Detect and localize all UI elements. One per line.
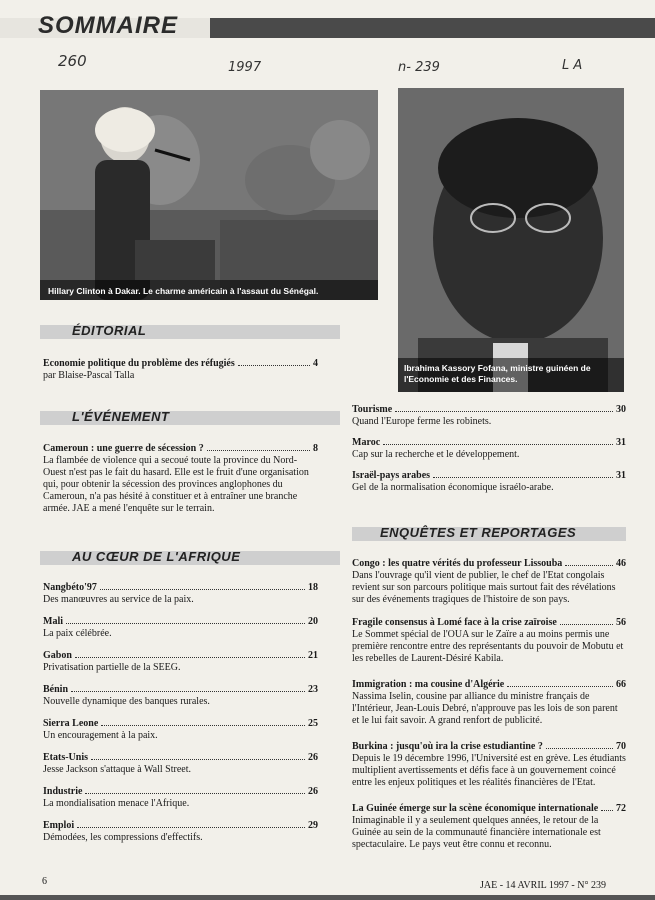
photo-fofana [398, 88, 624, 392]
toc-entry[interactable] [352, 470, 626, 503]
handwritten-number: 260 [58, 52, 87, 70]
toc-entry-page: 46 [616, 558, 626, 569]
handwritten-tag: L A [562, 58, 583, 73]
toc-entry-title: Nangbéto'97 [43, 582, 97, 593]
toc-entry-title: Industrie [43, 786, 83, 797]
photo-hillary-clinton-image [40, 90, 378, 300]
toc-entry-page: 72 [616, 803, 626, 814]
toc-entry-title: Mali [43, 616, 63, 627]
toc-entry-title: Israël-pays arabes [352, 470, 431, 481]
toc-entry-desc: Nassima Iselin, cousine par alliance du ministre français de l'Intérieur, Jean-Louis Debré, n'approuve pas les lois de son parent et le lui fait savoir. A grand renfort de publicité. [352, 691, 618, 726]
toc-entry-desc: Jesse Jackson s'attaque à Wall Street. [43, 764, 191, 775]
section-title-afrique: AU CŒUR DE L'AFRIQUE [72, 549, 241, 564]
toc-entry-title: Maroc [352, 437, 381, 448]
page-number: 6 [42, 876, 47, 887]
toc-entry-desc: Démodées, les compressions d'effectifs. [43, 832, 203, 843]
toc-entry-page: 18 [308, 582, 318, 593]
toc-entry-desc: La flambée de violence qui a secoué toute la province du Nord-Ouest n'est pas le fait du hasard. Elle est le fruit d'une organisation qui, pour obtenir la sécession des provinces anglophones du Cameroun, n'a pas hésité à constituer et à entraîner une branche armée. JAE a mené l'enquête sur le terrain. [43, 455, 309, 514]
toc-entry[interactable] [352, 558, 626, 617]
toc-entry-page: 56 [616, 617, 626, 628]
toc-entry-page: 25 [308, 718, 318, 729]
toc-entry[interactable] [43, 752, 318, 786]
toc-entry[interactable] [43, 684, 318, 718]
toc-entry-desc: Un encouragement à la paix. [43, 730, 158, 741]
toc-entry-page: 30 [616, 404, 626, 415]
toc-entry[interactable] [352, 679, 626, 741]
toc-entry-title: Bénin [43, 684, 69, 695]
toc-entry[interactable] [43, 582, 318, 616]
toc-entry[interactable] [43, 786, 318, 820]
toc-entry-title: Cameroun : une guerre de sécession ? [43, 443, 204, 454]
toc-entry[interactable] [352, 437, 626, 470]
photo-left-caption: Hillary Clinton à Dakar. Le charme américain à l'assaut du Sénégal. [48, 286, 319, 296]
toc-entry-page: 31 [616, 470, 626, 481]
toc-entry-desc: Privatisation partielle de la SEEG. [43, 662, 181, 673]
toc-entry[interactable] [352, 404, 626, 437]
toc-entry[interactable] [43, 718, 318, 752]
toc-entry-title: La Guinée émerge sur la scène économique internationale [352, 803, 599, 814]
toc-entry-page: 23 [308, 684, 318, 695]
toc-entry-title: Burkina : jusqu'où ira la crise estudiantine ? [352, 741, 543, 752]
issue-info: JAE - 14 AVRIL 1997 - N° 239 [480, 880, 606, 891]
toc-entry-page: 70 [616, 741, 626, 752]
toc-entry-title: Etats-Unis [43, 752, 89, 763]
photo-fofana-image [398, 88, 624, 392]
toc-entry-desc: Cap sur la recherche et le développement. [352, 449, 520, 460]
toc-entry-page: 20 [308, 616, 318, 627]
toc-entry-page: 26 [308, 786, 318, 797]
toc-entry-title: Gabon [43, 650, 72, 661]
toc-entry-page: 29 [308, 820, 318, 831]
toc-entry-page: 8 [313, 443, 318, 454]
toc-entry-desc: Le Sommet spécial de l'OUA sur le Zaïre a au moins permis une première rencontre entre des représentants du pouvoir de Mobutu et les rebelles de Laurent-Désiré Kabila. [352, 629, 624, 664]
toc-list-afrique [43, 582, 318, 854]
toc-entry-desc: Depuis le 19 décembre 1996, l'Université est en grève. Les étudiants multiplient avertissements et défis face à un gouvernement coincé entre les enjeux politiques et les réalités financières de l'Etat. [352, 753, 626, 788]
section-title-evenement: L'ÉVÉNEMENT [72, 409, 170, 424]
masthead-title: SOMMAIRE [38, 12, 178, 39]
toc-entry[interactable] [43, 443, 318, 515]
toc-entry-page: 26 [308, 752, 318, 763]
toc-entry[interactable] [43, 616, 318, 650]
toc-entry-desc: par Blaise-Pascal Talla [43, 370, 135, 381]
toc-entry-page: 31 [616, 437, 626, 448]
toc-list-enquetes [352, 558, 626, 851]
toc-entry-page: 66 [616, 679, 626, 690]
toc-entry-title: Economie politique du problème des réfugiés [43, 358, 235, 369]
toc-list-right-top [352, 404, 626, 503]
toc-entry-title: Emploi [43, 820, 75, 831]
toc-entry-desc: Des manœuvres au service de la paix. [43, 594, 194, 605]
toc-entry-desc: Quand l'Europe ferme les robinets. [352, 416, 492, 427]
toc-entry[interactable] [43, 820, 318, 854]
toc-entry[interactable] [352, 741, 626, 803]
toc-entry-title: Sierra Leone [43, 718, 99, 729]
photo-hillary-clinton [40, 90, 378, 300]
toc-entry[interactable] [43, 358, 318, 382]
toc-entry[interactable] [43, 650, 318, 684]
toc-entry-desc: Dans l'ouvrage qu'il vient de publier, le chef de l'Etat congolais revient sur son parcours politique mais surtout fait des révélations sur des événements tragiques de l'histoire de son pays. [352, 570, 616, 605]
toc-entry-desc: Gel de la normalisation économique israélo-arabe. [352, 482, 554, 493]
toc-entry[interactable] [352, 617, 626, 679]
photo-right-caption: Ibrahima Kassory Fofana, ministre guinéen de l'Economie et des Finances. [404, 363, 591, 384]
toc-entry-desc: La paix célébrée. [43, 628, 112, 639]
toc-entry-desc: La mondialisation menace l'Afrique. [43, 798, 190, 809]
toc-entry-page: 4 [313, 358, 318, 369]
toc-entry-title: Tourisme [352, 404, 393, 415]
handwritten-year: 1997 [228, 60, 262, 75]
toc-entry-title: Immigration : ma cousine d'Algérie [352, 679, 505, 690]
toc-entry-desc: Nouvelle dynamique des banques rurales. [43, 696, 210, 707]
toc-entry[interactable] [352, 803, 626, 851]
section-title-editorial: ÉDITORIAL [72, 323, 147, 338]
toc-entry-page: 21 [308, 650, 318, 661]
footer-bar [0, 895, 655, 900]
toc-entry-title: Congo : les quatre vérités du professeur Lissouba [352, 558, 563, 569]
handwritten-issue: n- 239 [398, 60, 440, 75]
toc-entry-desc: Inimaginable il y a seulement quelques années, le retour de la Guinée au sein de la communauté financière internationale est spectaculaire. Le pays veut être connu et reconnu. [352, 815, 601, 850]
toc-entry-title: Fragile consensus à Lomé face à la crise zaïroise [352, 617, 557, 628]
section-title-enquetes: ENQUÊTES ET REPORTAGES [380, 525, 577, 540]
